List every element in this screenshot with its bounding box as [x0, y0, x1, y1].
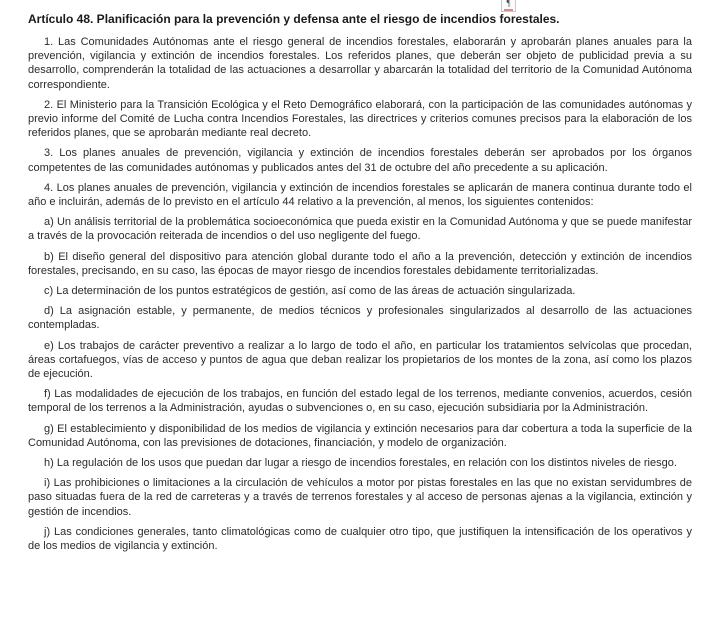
pilcrow-icon: ¶ — [506, 0, 511, 8]
paragraph-3: 3. Los planes anuales de prevención, vigilancia y extinción de incendios forestales deberán ser aprobados por los órganos competentes de las comunidades autónomas y publicados antes del 31 de octubre del año precedente a su aplicación. — [28, 147, 692, 174]
image-redline-decoration — [504, 9, 513, 11]
paragraph-4: 4. Los planes anuales de prevención, vigilancia y extinción de incendios forestales se aplicarán de manera continua durante todo el año e incluirán, además de lo previsto en el artículo 44 relativo a la prevención, al menos, los siguientes contenidos: — [28, 181, 692, 209]
inline-image-icon — [501, 0, 516, 12]
paragraph-4j: j) Las condiciones generales, tanto climatológicas como de cualquier otro tipo, que justifiquen la intensificación de los operativos y de los medios de vigilancia y extinción. — [28, 525, 692, 553]
paragraph-4e: e) Los trabajos de carácter preventivo a realizar a lo largo de todo el año, en particular los tratamientos selvícolas que procedan, áreas cortafuegos, vías de acceso y puntos de agua que deban realizar los propietarios de los montes de la zona, así como los plazos de ejecución. — [28, 339, 692, 381]
paragraph-2: 2. El Ministerio para la Transición Ecológica y el Reto Demográfico elaborará, con la participación de las comunidades autónomas y previo informe del Comité de Lucha contra Incendios Forestales, las directrices y criterios comunes precisos para la elaboración de los referidos planes, que se aprobarán mediante real decreto. — [28, 98, 692, 140]
article-title: Artículo 48. Planificación para la prevención y defensa ante el riesgo de incendios forestales. — [28, 12, 560, 26]
paragraph-4b: b) El diseño general del dispositivo para atención global durante todo el año a la prevención, detección y extinción de incendios forestales, precisando, en su caso, las épocas de mayor riesgo de incendios forestales debidamente territorializadas. — [28, 250, 692, 277]
paragraph-4i: i) Las prohibiciones o limitaciones a la circulación de vehículos a motor por pistas forestales en las que no existan servidumbres de paso situadas fuera de la red de carreteras y a través de terrenos forestales y al acceso de personas ajenas a la vigilancia, extinción y gestión de incendios. — [28, 477, 692, 518]
paragraph-4g: g) El establecimiento y disponibilidad de los medios de vigilancia y extinción necesarios para dar cobertura a toda la superficie de la Comunidad Autónoma, con las previsiones de dotaciones, financiación, y modelo de organización. — [28, 422, 692, 449]
paragraph-4h: h) La regulación de los usos que puedan dar lugar a riesgo de incendios forestales, en relación con los distintos niveles de riesgo. — [44, 457, 677, 470]
paragraph-4f: f) Las modalidades de ejecución de los trabajos, en función del estado legal de los terrenos, mediante convenios, acuerdos, cesión temporal de los terrenos a la Administración, ayudas o subvenciones o, en su caso, ejecución subsidiaria por la Administración. — [28, 388, 692, 415]
paragraph-4c: c) La determinación de los puntos estratégicos de gestión, así como de las áreas de actuación singularizada. — [44, 285, 576, 298]
paragraph-4a: a) Un análisis territorial de la problemática socioeconómica que pueda existir en la Comunidad Autónoma y que se puede manifestar a través de la provocación reiterada de incendios o del uso negligente del fuego. — [28, 216, 692, 243]
paragraph-4d: d) La asignación estable, y permanente, de medios técnicos y profesionales singularizados al desarrollo de las actuaciones contempladas. — [28, 305, 692, 332]
paragraph-1: 1. Las Comunidades Autónomas ante el riesgo general de incendios forestales, elaborarán y aprobarán planes anuales para la prevención, vigilancia y extinción de incendios forestales. Los referidos planes, que deberán ser objeto de publicidad previa a su desarrollo, comprenderán la totalidad de las actuaciones a desarrollar y abarcarán la totalidad del territorio de la Comunidad Autónoma correspondiente. — [28, 36, 692, 91]
